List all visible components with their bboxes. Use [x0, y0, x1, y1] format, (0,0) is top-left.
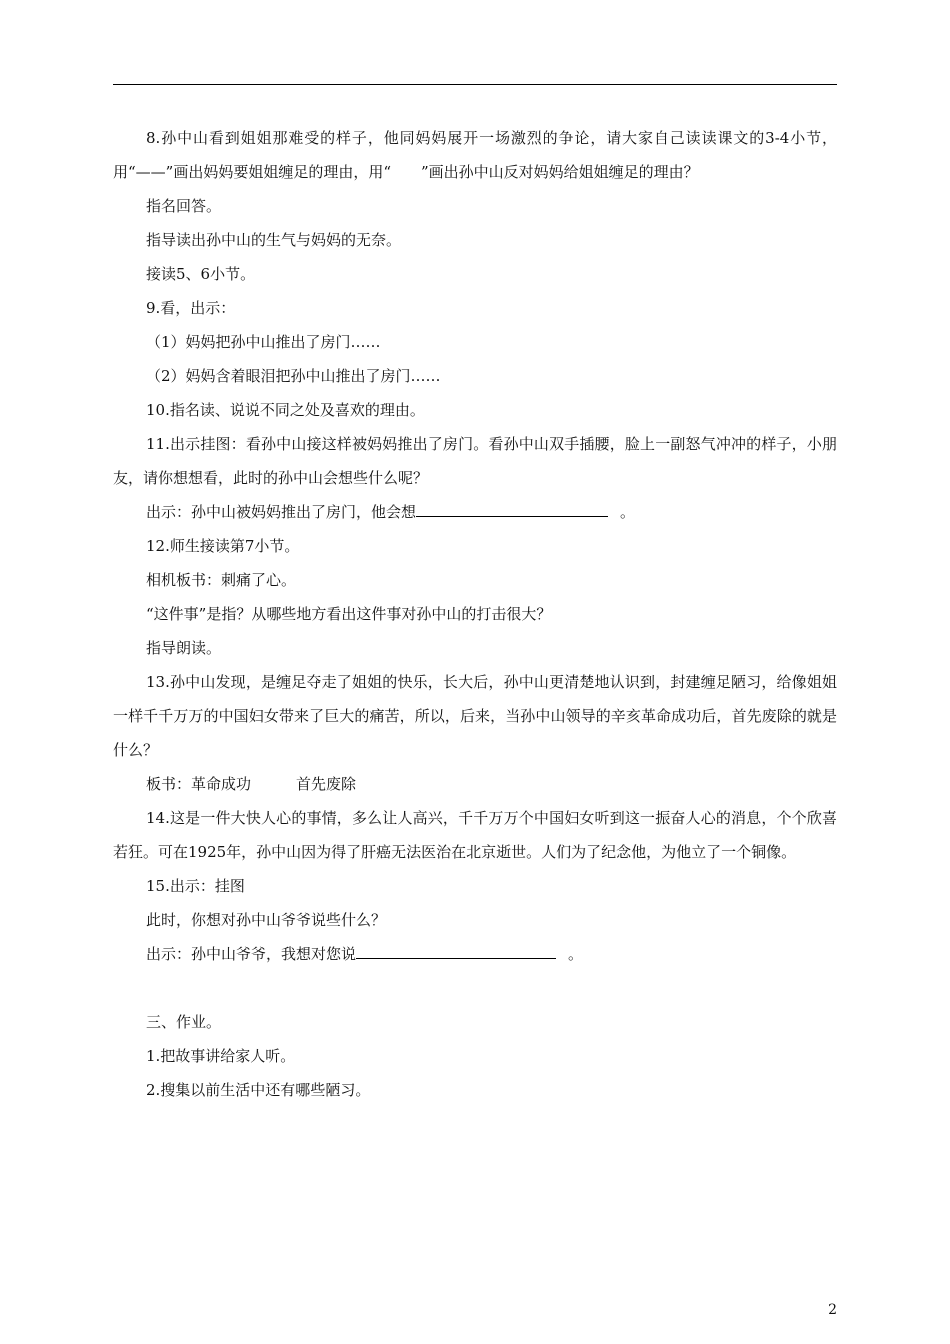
sentence-1: （1）妈妈把孙中山推出了房门……: [146, 333, 381, 351]
fill-in-end-2: 。: [568, 945, 584, 963]
paragraph-10: 10.指名读、说说不同之处及喜欢的理由。: [146, 401, 425, 419]
homework-item-1: 1.把故事讲给家人听。: [146, 1047, 296, 1065]
paragraph-8: 8.孙中山看到姐姐那难受的样子，他同妈妈展开一场激烈的争论，请大家自己读读课文的3-4小节，用“——”画出妈妈要姐姐缠足的理由，用“ ”画出孙中山反对妈妈给姐姐缠足的理由？: [113, 129, 837, 181]
question-this-event: “这件事”是指？从哪些地方看出这件事对孙中山的打击很大？: [146, 605, 552, 623]
header-rule: [113, 84, 837, 85]
paragraph-answer: 指名回答。: [146, 197, 222, 215]
sentence-2: （2）妈妈含着眼泪把孙中山推出了房门……: [146, 367, 441, 385]
fill-in-end-1: 。: [620, 503, 636, 521]
paragraph-15: 15.出示：挂图: [146, 877, 245, 895]
paragraph-guide-read: 指导读出孙中山的生气与妈妈的无奈。: [146, 231, 402, 249]
board-note-1: 相机板书：刺痛了心。: [146, 571, 297, 589]
paragraph-11: 11.出示挂图：看孙中山接这样被妈妈推出了房门。看孙中山双手插腰，脸上一副怒气冲冲的样子，小朋友，请你想想看，此时的孙中山会想些什么呢？: [113, 435, 837, 487]
fill-in-line-1: [113, 495, 837, 529]
fill-in-prompt-2: 出示：孙中山爷爷，我想对您说: [146, 945, 357, 963]
paragraph-13: 13.孙中山发现，是缠足夺走了姐姐的快乐，长大后，孙中山更清楚地认识到，封建缠足陋习，给像姐姐一样千千万万的中国妇女带来了巨大的痛苦，所以，后来，当孙中山领导的辛亥革命成功后，首先废除的就是什么？: [113, 673, 837, 759]
blank-line-2: [356, 940, 556, 959]
fill-in-line-2: [113, 937, 837, 971]
page-number: 2: [828, 1302, 837, 1318]
paragraph-14: 14.这是一件大快人心的事情，多么让人高兴，千千万万个中国妇女听到这一振奋人心的消息，个个欣喜若狂。可在1925年，孙中山因为得了肝癌无法医治在北京逝世。人们为了纪念他，为他立了一个铜像。: [113, 809, 837, 861]
section-homework-heading: 三、作业。: [146, 1013, 222, 1031]
question-say-to-grandpa: 此时，你想对孙中山爷爷说些什么？: [146, 911, 387, 929]
paragraph-continue-read: 接读5、6小节。: [146, 265, 256, 283]
blank-line-1: [416, 498, 608, 517]
homework-item-2: 2.搜集以前生活中还有哪些陋习。: [146, 1081, 371, 1099]
paragraph-guide-aloud: 指导朗读。: [146, 639, 222, 657]
board-note-2: 板书：革命成功 首先废除: [146, 775, 357, 793]
paragraph-9: 9.看，出示：: [146, 299, 236, 317]
document-body: [113, 121, 837, 1107]
paragraph-12: 12.师生接读第7小节。: [146, 537, 300, 555]
fill-in-prompt-1: 出示：孙中山被妈妈推出了房门，他会想: [146, 503, 417, 521]
